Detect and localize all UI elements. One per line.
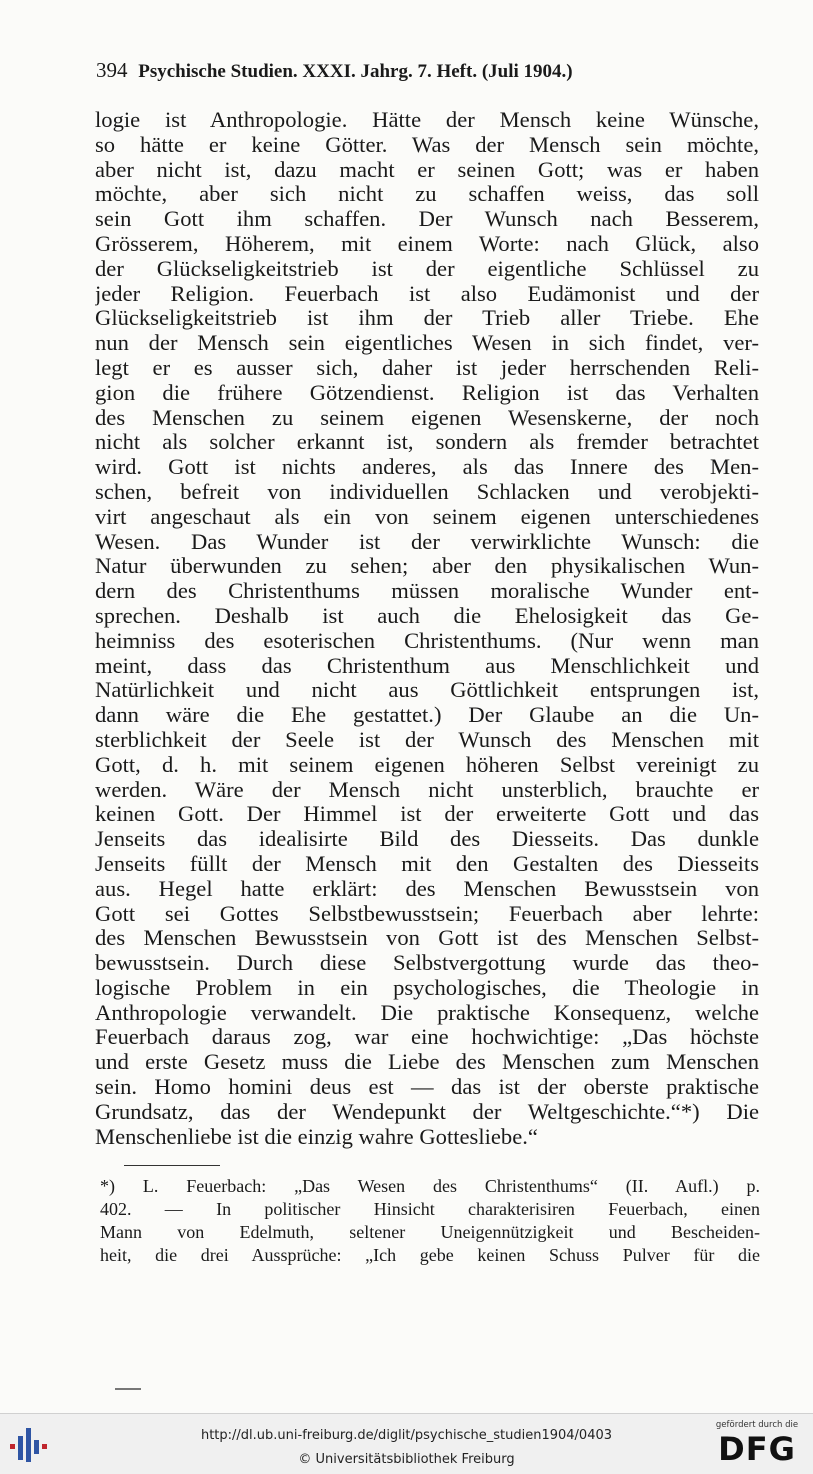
text-line: so hätte er keine Götter. Was der Mensch sein möchte, — [95, 132, 759, 157]
text-line: Glückseligkeitstrieb ist ihm der Trieb aller Triebe. Ehe — [95, 306, 759, 331]
footnote-line: heit, die drei Aussprüche: „Ich gebe keinen Schuss Pulver für die — [100, 1245, 760, 1265]
body-text — [95, 108, 759, 1149]
text-line: aus. Hegel hatte erklärt: des Menschen Bewusstsein von — [95, 876, 759, 901]
text-line: Anthropologie verwandelt. Die praktische Konsequenz, welche — [95, 1000, 759, 1025]
text-line: sein. Homo homini deus est — das ist der oberste praktische — [95, 1075, 759, 1100]
text-line: sprechen. Deshalb ist auch die Ehelosigkeit das Ge- — [95, 603, 759, 628]
dfg-logo — [709, 1420, 805, 1470]
text-line: logische Problem in ein psychologisches, die Theologie in — [95, 975, 759, 1000]
footnote — [100, 1175, 760, 1267]
text-line: gion die frühere Götzendienst. Religion ist das Verhalten — [95, 380, 759, 405]
text-line: sterblichkeit der Seele ist der Wunsch des Menschen mit — [95, 727, 759, 752]
dfg-caption: gefördert durch die — [715, 1420, 799, 1430]
viewer-footer — [0, 1413, 813, 1474]
page-number: 394 — [96, 58, 128, 82]
text-line: nun der Mensch sein eigentliches Wesen in sich findet, ver- — [95, 331, 759, 356]
text-line: nicht als solcher erkannt ist, sondern als fremder betrachtet — [95, 430, 759, 455]
text-line: Menschenliebe ist die einzig wahre Gottesliebe.“ — [95, 1124, 538, 1149]
text-line: Gott sei Gottes Selbstbewusstsein; Feuerbach aber lehrte: — [95, 901, 759, 926]
text-line: jeder Religion. Feuerbach ist also Eudämonist und der — [95, 281, 759, 306]
text-line: Jenseits füllt der Mensch mit den Gestalten des Diesseits — [95, 851, 759, 876]
text-line: dern des Christenthums müssen moralische Wunder ent- — [95, 579, 759, 604]
text-line: Grösserem, Höherem, mit einem Worte: nach Glück, also — [95, 231, 759, 256]
footnote-line: *) L. Feuerbach: „Das Wesen des Christenthums“ (II. Aufl.) p. — [100, 1176, 760, 1196]
scan-mark — [115, 1388, 141, 1390]
text-line: heimniss des esoterischen Christenthums. (Nur wenn man — [95, 628, 759, 653]
text-line: keinen Gott. Der Himmel ist der erweiterte Gott und das — [95, 802, 759, 827]
text-line: wird. Gott ist nichts anderes, als das Innere des Men- — [95, 455, 759, 480]
footnote-line: Mann von Edelmuth, seltener Uneigennützigkeit und Bescheiden- — [100, 1222, 760, 1242]
text-line: werden. Wäre der Mensch nicht unsterblich, brauchte er — [95, 777, 759, 802]
running-title: Psychische Studien. XXXI. Jahrg. 7. Heft. (Juli 1904.) — [138, 61, 573, 82]
text-line: Wesen. Das Wunder ist der verwirklichte Wunsch: die — [95, 529, 759, 554]
text-line: der Glückseligkeitstrieb ist der eigentliche Schlüssel zu — [95, 256, 759, 281]
text-line: und erste Gesetz muss die Liebe des Menschen zum Menschen — [95, 1050, 759, 1075]
text-line: aber nicht ist, dazu macht er seinen Gott; was er haben — [95, 157, 759, 182]
running-header — [96, 58, 736, 83]
text-line: Grundsatz, das der Wendepunkt der Weltgeschichte.“*) Die — [95, 1099, 759, 1124]
footnote-separator — [124, 1165, 220, 1166]
text-line: bewusstsein. Durch diese Selbstvergottung wurde das theo- — [95, 951, 759, 976]
dfg-logo-text: DFG — [718, 1430, 796, 1468]
text-line: möchte, aber sich nicht zu schaffen weiss, das soll — [95, 182, 759, 207]
text-line: sein Gott ihm schaffen. Der Wunsch nach Besserem, — [95, 207, 759, 232]
text-line: Feuerbach daraus zog, war eine hochwichtige: „Das höchste — [95, 1025, 759, 1050]
text-line: des Menschen zu seinem eigenen Wesenskerne, der noch — [95, 405, 759, 430]
text-line: legt er es ausser sich, daher ist jeder herrschenden Reli- — [95, 355, 759, 380]
footnote-line: 402. — In politischer Hinsicht charakterisiren Feuerbach, einen — [100, 1199, 760, 1219]
text-line: des Menschen Bewusstsein von Gott ist des Menschen Selbst- — [95, 926, 759, 951]
permalink-url[interactable]: http://dl.ub.uni-freiburg.de/diglit/psychische_studien1904/0403 — [200, 1428, 613, 1443]
text-line: Natur überwunden zu sehen; aber den physikalischen Wun- — [95, 554, 759, 579]
text-line: logie ist Anthropologie. Hätte der Mensch keine Wünsche, — [95, 108, 759, 132]
text-line: Jenseits das idealisirte Bild des Diesseits. Das dunkle — [95, 827, 759, 852]
text-line: dann wäre die Ehe gestattet.) Der Glaube an die Un- — [95, 703, 759, 728]
copyright-notice: © Universitätsbibliothek Freiburg — [298, 1452, 515, 1467]
text-line: schen, befreit von individuellen Schlacken und verobjekti- — [95, 479, 759, 504]
text-line: Gott, d. h. mit seinem eigenen höheren Selbst vereinigt zu — [95, 752, 759, 777]
text-line: meint, dass das Christenthum aus Menschlichkeit und — [95, 653, 759, 678]
text-line: Natürlichkeit und nicht aus Göttlichkeit entsprungen ist, — [95, 678, 759, 703]
text-line: virt angeschaut als ein von seinem eigenen unterschiedenes — [95, 504, 759, 529]
